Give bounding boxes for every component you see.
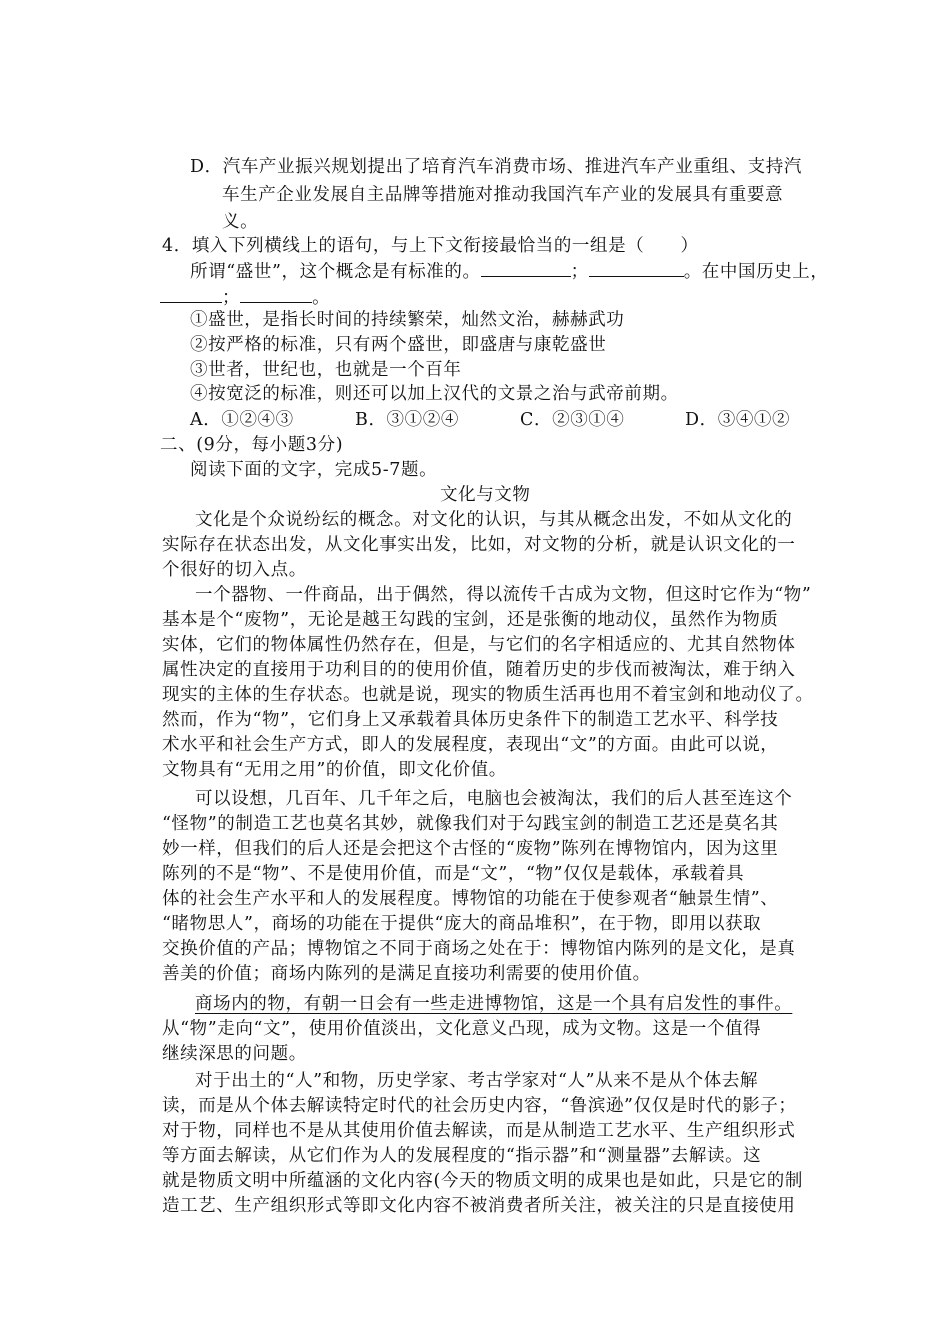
q4-blank-4 [240, 284, 312, 303]
p2-line-6: 然而，作为“物”，它们身上又承载着具体历史条件下的制造工艺水平、科学技 [162, 710, 779, 730]
q4-choice-c: C．②③①④ [520, 410, 625, 430]
p5-line-3: 对于物，同样也不是从其使用价值去解读，而是从制造工艺水平、生产组织形式 [162, 1121, 796, 1141]
p1-line-2: 实际存在状态出发，从文化事实出发，比如，对文物的分析，就是认识文化的一 [162, 535, 796, 555]
p3-line-8: 善美的价值；商场内陈列的是满足直接功利需要的使用价值。 [162, 964, 651, 984]
q4-sep-2: ； [222, 288, 241, 308]
p5-line-1: 对于出土的“人”和物，历史学家、考古学家对“人”从来不是从个体去解 [195, 1071, 759, 1091]
q4-choice-a: A．①②④③ [190, 410, 294, 430]
p4-line-3: 继续深思的问题。 [162, 1044, 307, 1064]
q4-choice-d: D．③④①② [685, 410, 791, 430]
p3-line-4: 陈列的不是“物”、不是使用价值，而是“文”，“物”仅仅是载体，承载着具 [162, 864, 745, 884]
p1-line-1: 文化是个众说纷纭的概念。对文化的认识，与其从概念出发，不如从文化的 [195, 510, 793, 530]
q4-choice-b: B．③①②④ [355, 410, 459, 430]
q4-blank-1 [481, 258, 571, 277]
q4-sep-1: ； [570, 262, 589, 282]
q4-passage-end: 。 [312, 288, 331, 308]
p3-line-6: “睹物思人”，商场的功能在于提供“庞大的商品堆积”，在于物，即用以获取 [162, 914, 762, 934]
q3-option-d-line-2: 车生产企业发展自主品牌等措施对推动我国汽车产业的发展具有重要意 [222, 185, 784, 205]
p3-line-5: 体的社会生产水平和人的发展程度。博物馆的功能在于使参观者“触景生情”、 [162, 889, 779, 909]
section-2-heading: 二、(9分，每小题3分) [160, 435, 344, 455]
p5-line-2: 读，而是从个体去解读特定时代的社会历史内容，“鲁滨逊”仅仅是时代的影子； [162, 1096, 797, 1116]
q3-option-d-line-3: 义。 [222, 212, 259, 232]
q4-blank-3 [160, 284, 222, 303]
p5-line-6: 造工艺、生产组织形式等即文化内容不被消费者所关注，被关注的只是直接使用 [162, 1196, 796, 1216]
p3-line-1: 可以设想，几百年、几千年之后，电脑也会被淘汰，我们的后人甚至连这个 [195, 789, 793, 809]
q4-passage-mid: 。在中国历史上， [683, 262, 829, 282]
q4-item-1: ①盛世，是指长时间的持续繁荣，灿然文治，赫赫武功 [190, 310, 625, 330]
p3-line-7: 交换价值的产品；博物馆之不同于商场之处在于：博物馆内陈列的是文化，是真 [162, 939, 796, 959]
q4-item-3: ③世者，世纪也，也就是一个百年 [190, 360, 462, 380]
q4-passage-start: 所谓“盛世”，这个概念是有标准的。 [190, 262, 481, 282]
q4-stem: 4．填入下列横线上的语句，与上下文衔接最恰当的一组是（ ） [162, 236, 699, 256]
p5-line-5: 就是物质文明中所蕴涵的文化内容(今天的物质文明的成果也是如此，只是它的制 [162, 1171, 803, 1191]
q4-passage-line-2 [160, 284, 330, 310]
article-title: 文化与文物 [440, 485, 531, 505]
q4-blank-2 [589, 258, 684, 277]
p4-line-2: 从“物”走向“文”，使用价值淡出，文化意义凸现，成为文物。这是一个值得 [162, 1019, 762, 1039]
q4-item-2: ②按严格的标准，只有两个盛世，即盛唐与康乾盛世 [190, 335, 607, 355]
p2-line-7: 术水平和社会生产方式，即人的发展程度，表现出“文”的方面。由此可以说， [162, 735, 779, 755]
section-2-instruction: 阅读下面的文字，完成5-7题。 [190, 460, 438, 480]
p2-line-5: 现实的主体的生存状态。也就是说，现实的物质生活再也用不着宝剑和地动仪了。 [162, 685, 814, 705]
p2-line-1: 一个器物、一件商品，出于偶然，得以流传千古成为文物，但这时它作为“物” [195, 585, 812, 605]
q4-item-4: ④按宽泛的标准，则还可以加上汉代的文景之治与武帝前期。 [190, 384, 679, 404]
p3-line-2: “怪物”的制造工艺也莫名其妙，就像我们对于勾践宝剑的制造工艺还是莫名其 [162, 814, 779, 834]
p3-line-3: 妙一样，但我们的后人还是会把这个古怪的“废物”陈列在博物馆内，因为这里 [162, 839, 779, 859]
p2-line-3: 实体，它们的物体属性仍然存在，但是，与它们的名字相适应的、尤其自然物体 [162, 635, 796, 655]
q4-passage-line-1 [190, 258, 829, 284]
p5-line-4: 等方面去解读，从它们作为人的发展程度的“指示器”和“测量器”去解读。这 [162, 1146, 762, 1166]
p2-line-4: 属性决定的直接用于功利目的的使用价值，随着历史的步伐而被淘汰，难于纳入 [162, 660, 796, 680]
p2-line-8: 文物具有“无用之用”的价值，即文化价值。 [162, 760, 507, 780]
p1-line-3: 个很好的切入点。 [162, 560, 307, 580]
q3-option-d-line-1: D．汽车产业振兴规划提出了培育汽车消费市场、推进汽车产业重组、支持汽 [190, 157, 802, 177]
p2-line-2: 基本是个“废物”，无论是越王勾践的宝剑，还是张衡的地动仪，虽然作为物质 [162, 610, 779, 630]
p4-underlined-sentence: 商场内的物，有朝一日会有一些走进博物馆，这是一个具有启发性的事件。 [195, 994, 793, 1014]
